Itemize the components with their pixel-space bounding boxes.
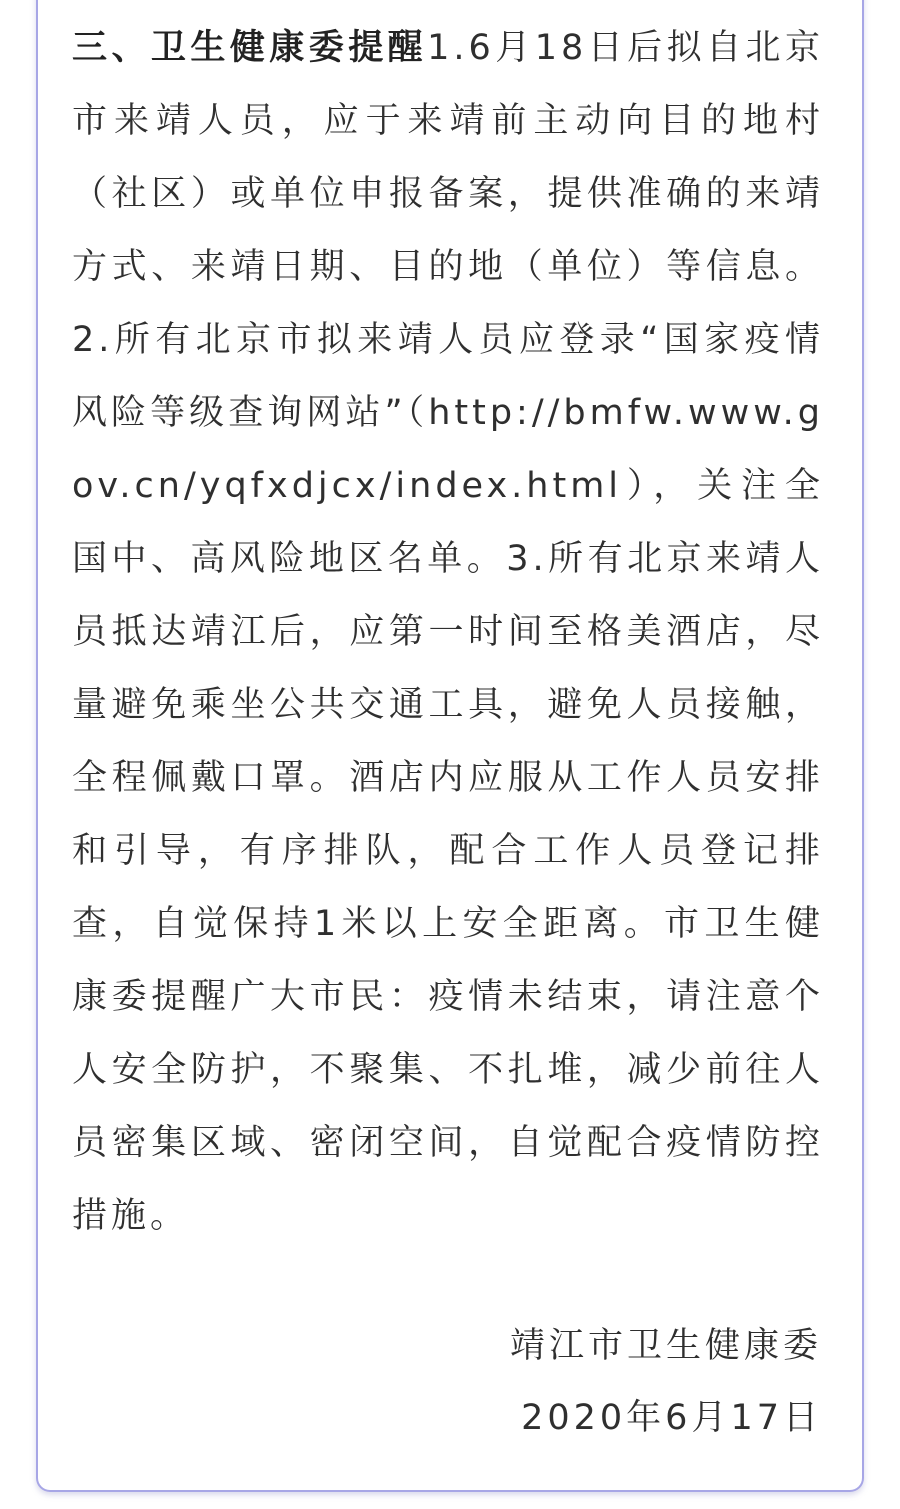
- notice-paragraph: [72, 12, 824, 1253]
- issue-date: 2020年6月17日: [521, 1398, 822, 1438]
- notice-body-text: 1.6月18日后拟自北京市来靖人员，应于来靖前主动向目的地村（社区）或单位申报备案，提供准确的来靖方式、来靖日期、目的地（单位）等信息。2.所有北京市拟来靖人员应登录“国家疫情风险等级查询网站”（http://bmfw.www.gov.cn/yqfxdjcx/index.html），关注全国中、高风险地区名单。3.所有北京来靖人员抵达靖江后，应第一时间至格美酒店，尽量避免乘坐公共交通工具，避免人员接触，全程佩戴口罩。酒店内应服从工作人员安排和引导，有序排队，配合工作人员登记排查，自觉保持1米以上安全距离。市卫生健康委提醒广大市民：疫情未结束，请注意个人安全防护，不聚集、不扎堆，减少前往人员密集区域、密闭空间，自觉配合疫情防控措施。: [72, 28, 824, 1236]
- issuer-signature: 靖江市卫生健康委: [509, 1326, 822, 1366]
- section-heading: 三、卫生健康委提醒: [72, 28, 428, 68]
